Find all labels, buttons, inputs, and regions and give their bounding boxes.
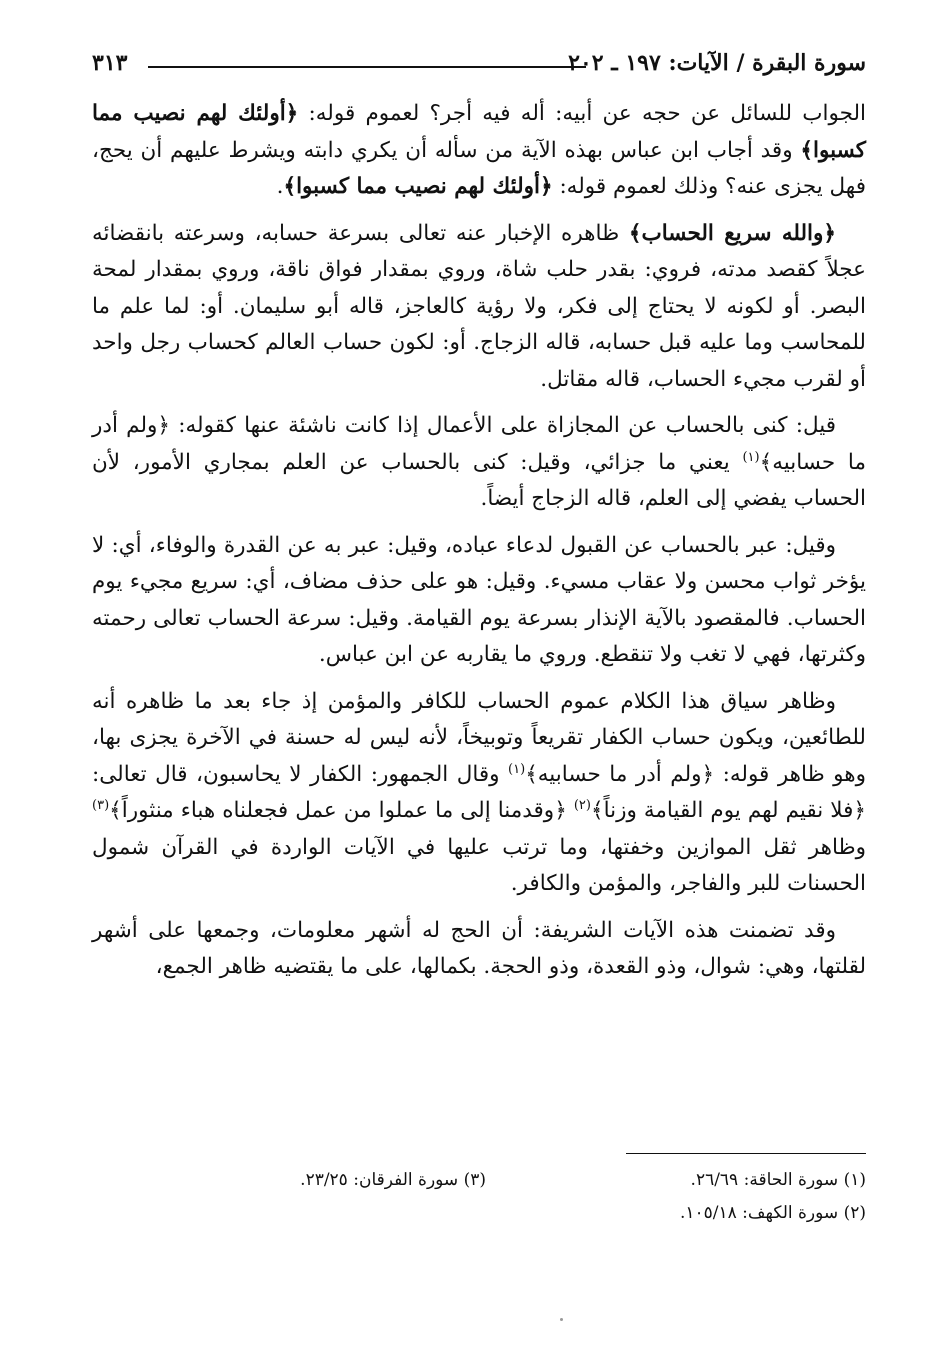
scan-speck — [560, 1318, 563, 1321]
quran-quote: ﴿فلا نقيم لهم يوم القيامة وزناً﴾ — [590, 798, 866, 823]
quran-quote: ﴿ولم أدر ما حسابيه﴾ — [92, 413, 866, 475]
footnotes-left-column — [126, 1164, 486, 1197]
quran-quote: ﴿والله سريع الحساب﴾ — [628, 220, 836, 246]
paragraph-4 — [92, 528, 866, 674]
running-title: سورة البقرة / الآيات: ١٩٧ ـ ٢٠٢ — [568, 50, 866, 76]
text-run: ظاهره الإخبار عنه تعالى بسرعة حسابه، وسرعته بانقضائه عجلاً كقصد مدته، فروي: بقدر حلب شاة، وروي بمقدار فواق ناقة، وروي بمقدار لمحة البصر. أو لكونه لا يحتاج إلى فكر، ولا رؤية كالعاجز، قاله أبو سليمان. أو: لما علم ما للمحاسب وما عليه قبل حسابه، قاله الزجاج. أو: لكون حساب العالم كحساب رجل واحد أو لقرب مجيء الحساب، قاله مقاتل. — [92, 220, 866, 392]
footnote-reference: (٢) — [573, 797, 591, 813]
quran-quote: ﴿أولئك لهم نصيب مما كسبوا﴾ — [283, 174, 553, 199]
text-run: وقد تضمنت هذه الآيات الشريفة: أن الحج له أشهر معلومات، وجمعها على أشهر لقلتها، وهي: شوال، وذو القعدة، وذو الحجة. بكمالها، على ما يقتضيه ظاهر الجمع، — [92, 917, 866, 979]
text-run — [567, 798, 574, 823]
header-rule — [148, 66, 586, 68]
quran-quote: ﴿وقدمنا إلى ما عملوا من عمل فجعلناه هباء منثوراً﴾ — [109, 798, 567, 823]
text-run: قيل: كنى بالحساب عن المجازاة على الأعمال إذا كانت ناشئة عنها كقوله: — [170, 413, 836, 438]
page-number: ٣١٣ — [92, 50, 128, 76]
footnote-3: (٣) سورة الفرقان: ٢٣/٢٥. — [300, 1170, 486, 1190]
paragraph-6 — [92, 913, 866, 986]
text-run: وظاهر سياق هذا الكلام عموم الحساب للكافر والمؤمن إذ جاء بعد ما ظاهره أنه للطائعين، ويكون حساب الكفار تقريعاً وتوبيخاً، لأنه ليس له حسنة في الآخرة يجزى بها، وهو ظاهر قوله: — [92, 688, 866, 787]
paragraph-1 — [92, 96, 866, 206]
footnotes-right-column — [466, 1164, 866, 1230]
text-run: وقد أجاب ابن عباس بهذه الآية من سأله أن يكري دابته ويشرط عليهم أن يحج، فهل يجزى عنه؟ وذلك لعموم قوله: — [92, 137, 866, 199]
text-run: يعني ما جزائي، وقيل: كنى بالحساب عن العلم بمجاري الأمور، لأن الحساب يفضي إلى العلم، قاله الزجاج أيضاً. — [92, 449, 866, 511]
footnote-reference: (١) — [742, 449, 760, 465]
paragraph-2 — [92, 216, 866, 399]
text-run: . — [276, 174, 284, 199]
quran-quote: ﴿ولم أدر ما حسابيه﴾ — [525, 761, 715, 787]
paragraph-3 — [92, 408, 866, 518]
paragraph-5 — [92, 684, 866, 903]
text-run: وظاهر ثقل الموازين وخفتها، وما ترتب عليها في الآيات الواردة في القرآن شمول الحسنات للبر والفاجر، والمؤمن والكافر. — [92, 834, 866, 896]
footnote-reference: (١) — [508, 761, 526, 777]
text-run: الجواب للسائل عن حجه عن أبيه: أله فيه أجر؟ لعموم قوله: — [298, 101, 867, 126]
footnote-1: (١) سورة الحاقة: ٢٦/٦٩. — [690, 1170, 866, 1190]
footnote-reference: (٣) — [92, 797, 110, 813]
text-run: وقيل: عبر بالحساب عن القبول لدعاء عباده، وقيل: عبر به عن القدرة والوفاء، أي: لا يؤخر ثواب محسن ولا عقاب مسيء. وقيل: هو على حذف مضاف، أي: سريع مجيء يوم الحساب. فالمقصود بالآية الإنذار بسرعة يوم القيامة. وقيل: سرعة الحساب تعالى رحمته وكثرتها، فهي لا تغب ولا تنقطع. وروي ما يقاربه عن ابن عباس. — [92, 532, 866, 667]
text-run: وقال الجمهور: الكفار لا يحاسبون، قال تعالى: — [92, 761, 509, 787]
running-header — [92, 50, 866, 84]
footnote-separator — [626, 1153, 866, 1154]
footnote-2: (٢) سورة الكهف: ١٠٥/١٨. — [679, 1203, 866, 1223]
quran-quote: ﴿أولئك لهم نصيب مما كسبوا﴾ — [92, 101, 866, 163]
body-text — [92, 96, 866, 996]
